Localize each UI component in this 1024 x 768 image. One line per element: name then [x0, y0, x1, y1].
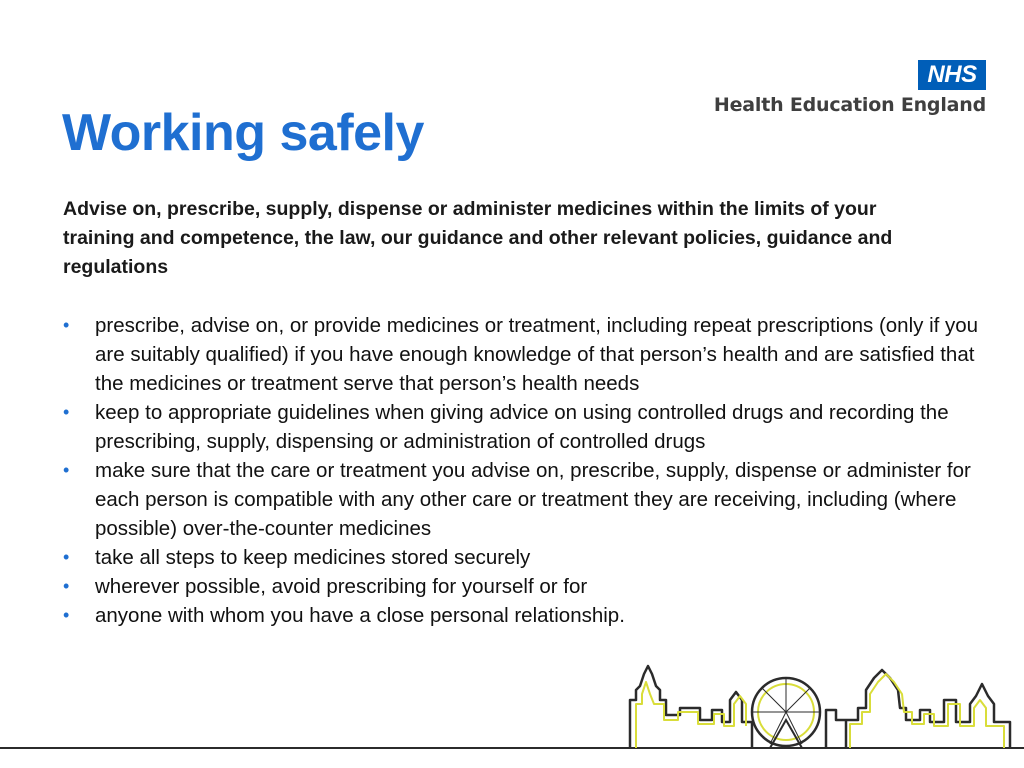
bullet-marker: •	[63, 402, 70, 422]
london-skyline-graphic	[0, 660, 1024, 768]
intro-statement: Advise on, prescribe, supply, dispense or administer medicines within the limits of your training and competence, the law, our guidance and other relevant policies, guidance and regulations	[63, 198, 893, 278]
bullet-marker: •	[63, 547, 70, 567]
bullet-marker: •	[63, 605, 70, 625]
bullet-item	[63, 456, 983, 543]
bullet-marker: •	[63, 315, 70, 335]
london-eye-spokes	[752, 678, 820, 744]
bullet-item	[63, 601, 983, 630]
bullet-marker: •	[63, 460, 70, 480]
bullet-text: make sure that the care or treatment you advise on, prescribe, supply, dispense or administer for each person is compatible with any other care or treatment they are receiving, including (where possible) over-the-counter medicines	[95, 459, 971, 540]
bullet-text: wherever possible, avoid prescribing for yourself or for	[95, 575, 588, 598]
bullet-text: take all steps to keep medicines stored securely	[95, 546, 531, 569]
bullet-text: keep to appropriate guidelines when giving advice on using controlled drugs and recording the prescribing, supply, dispensing or administration of controlled drugs	[95, 401, 949, 453]
slide-title: Working safely	[62, 104, 424, 162]
bullet-item	[63, 572, 983, 601]
bullet-marker: •	[63, 576, 70, 596]
nhs-logo-badge: NHS	[918, 60, 986, 90]
bullet-text: anyone with whom you have a close personal relationship.	[95, 604, 625, 627]
bullet-item	[63, 543, 983, 572]
organisation-name: Health Education England	[713, 94, 986, 116]
bullet-item	[63, 398, 983, 456]
bullet-item	[63, 311, 983, 398]
bullet-list	[63, 311, 983, 630]
bullet-text: prescribe, advise on, or provide medicines or treatment, including repeat prescriptions (only if you are suitably qualified) if you have enough knowledge of that person’s health and are satisfied that the medicines or treatment serve that person’s health needs	[95, 314, 979, 395]
